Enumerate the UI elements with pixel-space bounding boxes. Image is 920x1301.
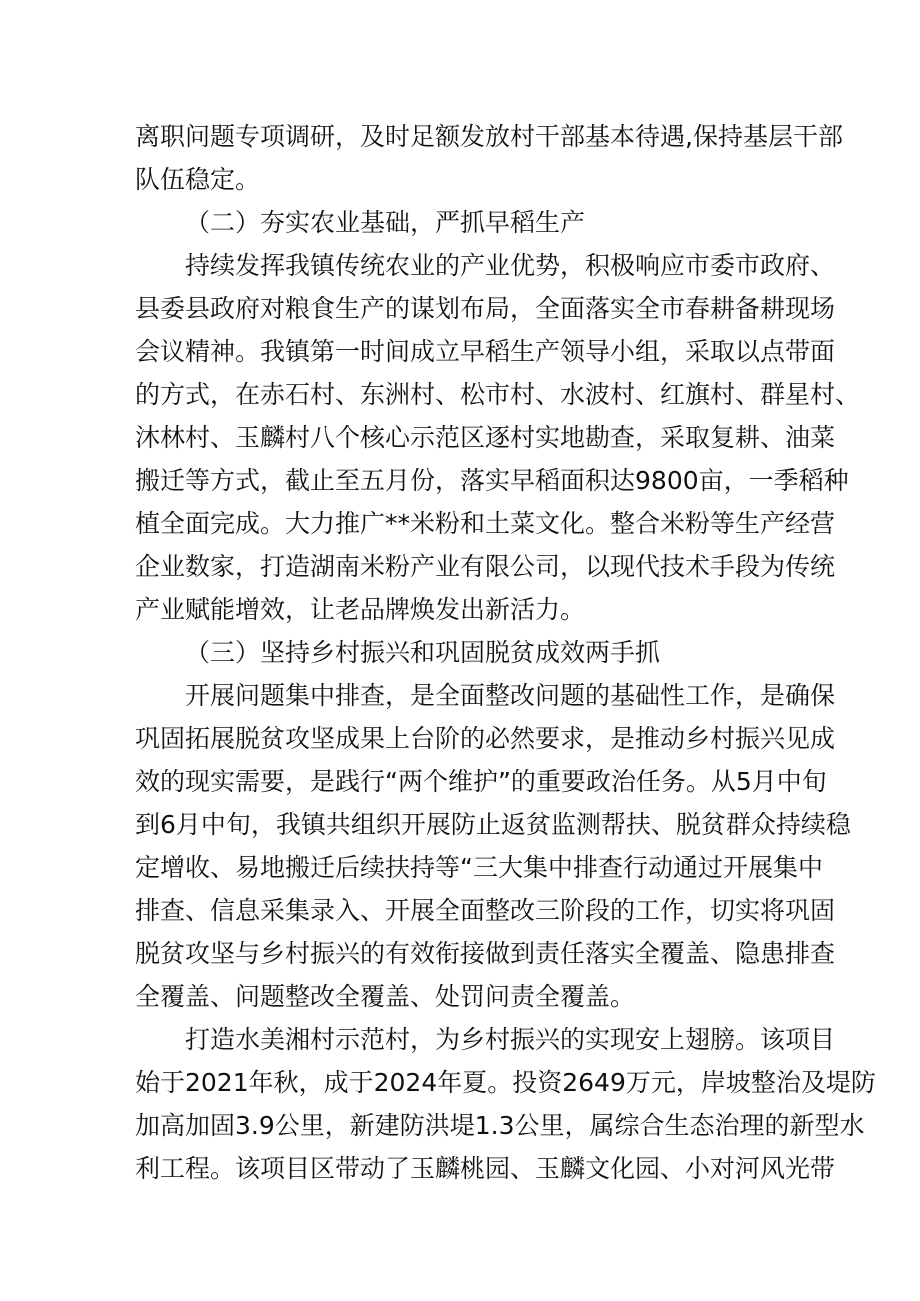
para2-line9: 产业赋能增效，让老品牌焕发出新活力。 [135,595,586,624]
para1-line1: 离职问题专项调研，及时足额发放村干部基本待遇,保持基层干部 [135,122,843,151]
para2-line7: 植全面完成。大力推广**米粉和土菜文化。整合米粉等生产经营 [135,509,836,538]
section-heading-3: （三）坚持乡村振兴和巩固脱贫成效两手抓 [185,638,661,667]
para3-line6: 排查、信息采集录入、开展全面整改三阶段的工作，切实将巩固 [135,896,836,925]
para4-line2: 始于2021年秋，成于2024年夏。投资2649万元，岸坡整治及堤防 [135,1068,876,1097]
para2-line8: 企业数家，打造湖南米粉产业有限公司，以现代技术手段为传统 [135,552,836,581]
para1-line2: 队伍稳定。 [135,165,261,194]
para2-line1: 持续发挥我镇传统农业的产业优势，积极响应市委市政府、 [185,251,836,280]
para3-line3: 效的现实需要，是践行“两个维护”的重要政治任务。从5月中旬 [135,767,827,796]
para4-line1: 打造水美湘村示范村，为乡村振兴的实现安上翅膀。该项目 [185,1025,836,1054]
para3-line7: 脱贫攻坚与乡村振兴的有效衔接做到责任落实全覆盖、隐患排查 [135,939,836,968]
para2-line2: 县委县政府对粮食生产的谋划布局，全面落实全市春耕备耕现场 [135,294,836,323]
para3-line8: 全覆盖、问题整改全覆盖、处罚问责全覆盖。 [135,982,636,1011]
para3-line5: 定增收、易地搬迁后续扶持等“三大集中排查行动通过开展集中 [135,853,823,882]
para3-line1: 开展问题集中排查，是全面整改问题的基础性工作，是确保 [185,681,836,710]
section-heading-2: （二）夯实农业基础，严抓早稻生产 [185,208,586,237]
para2-line5: 沐林村、玉麟村八个核心示范区逐村实地勘查，采取复耕、油菜 [135,423,836,452]
para4-line4: 利工程。该项目区带动了玉麟桃园、玉麟文化园、小对河风光带 [135,1154,836,1183]
para3-line2: 巩固拓展脱贫攻坚成果上台阶的必然要求，是推动乡村振兴见成 [135,724,836,753]
para3-line4: 到6月中旬，我镇共组织开展防止返贫监测帮扶、脱贫群众持续稳 [135,810,851,839]
para2-line3: 会议精神。我镇第一时间成立早稻生产领导小组，采取以点带面 [135,337,836,366]
para4-line3: 加高加固3.9公里，新建防洪堤1.3公里，属综合生态治理的新型水 [135,1111,865,1140]
para2-line6: 搬迁等方式，截止至五月份，落实早稻面积达9800亩，一季稻种 [135,466,849,495]
para2-line4: 的方式，在赤石村、东洲村、松市村、水波村、红旗村、群星村、 [135,380,861,409]
